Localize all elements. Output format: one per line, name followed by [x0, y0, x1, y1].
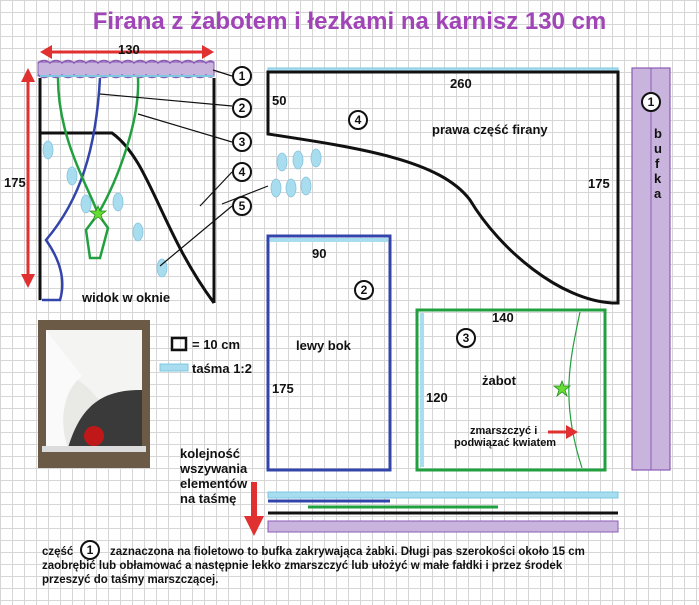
callout-2: 2 — [232, 98, 252, 118]
right-panel-left-height: 50 — [272, 93, 287, 108]
window-view-label: widok w oknie — [82, 290, 171, 305]
jabot-label: żabot — [482, 373, 516, 388]
right-panel-right-height: 175 — [588, 176, 610, 191]
order-line-1: kolejność — [180, 446, 240, 461]
curtain-outline — [40, 78, 214, 303]
width-label: 130 — [118, 42, 140, 57]
bufka-number: 1 — [641, 92, 661, 112]
order-line-3: elementów — [180, 476, 248, 491]
footer-line-3: przeszyć do taśmy marszczącej. — [42, 574, 219, 586]
bufka-letter-a: a — [654, 186, 662, 201]
side-panel-number: 2 — [354, 280, 374, 300]
callout-5: 5 — [232, 196, 252, 216]
bufka-letter-k: k — [654, 171, 662, 186]
right-panel-label: prawa część firany — [432, 122, 548, 137]
bufka-strip — [38, 62, 214, 76]
order-line-2: wszywania — [180, 461, 248, 476]
legend-square — [172, 338, 186, 350]
footer-circle: 1 — [80, 540, 100, 560]
right-panel-outline — [268, 72, 618, 303]
droplets-right — [271, 149, 321, 197]
side-panel-height: 175 — [272, 381, 294, 396]
side-panel-outline — [42, 78, 100, 300]
order-strip-purple — [268, 521, 618, 532]
bufka-letter-f: f — [655, 156, 660, 171]
curtain-photo — [38, 320, 150, 468]
flower-star-left — [90, 206, 106, 221]
legend-tape — [160, 364, 188, 371]
side-panel-rect — [268, 236, 390, 470]
callout-4: 4 — [232, 162, 252, 182]
jabot-instruction-1: zmarszczyć i — [470, 425, 538, 437]
jabot-width: 140 — [492, 310, 514, 325]
bufka-letter-b: b — [654, 126, 662, 141]
right-panel-width: 260 — [450, 76, 472, 91]
order-strip-tape — [268, 492, 618, 498]
flower-star-right — [554, 381, 570, 396]
legend-tape-label: taśma 1:2 — [192, 361, 252, 376]
callout-3: 3 — [232, 132, 252, 152]
right-panel-number: 4 — [348, 110, 368, 130]
jabot-instruction-2: podwiązać kwiatem — [454, 437, 557, 449]
jabot-height: 120 — [426, 390, 448, 405]
page-title: Firana z żabotem i łezkami na karnisz 130 cm — [92, 8, 607, 35]
bufka-letter-u: u — [654, 141, 662, 156]
droplets-left — [43, 141, 167, 277]
callout-1: 1 — [232, 66, 252, 86]
photo-drawing — [38, 320, 150, 468]
side-panel-label: lewy bok — [296, 338, 351, 353]
jabot-number: 3 — [456, 328, 476, 348]
order-line-4: na taśmę — [180, 491, 237, 506]
footer-line-2: zaobrębić lub obłamować a następnie lekko zmarszczyć lub ułożyć w małe fałdki i przez środek — [42, 560, 563, 572]
height-label: 175 — [4, 175, 26, 190]
side-panel-width: 90 — [312, 246, 327, 261]
footer-line-1: zaznaczona na fioletowo to bufka zakrywająca żabki. Długi pas szerokości około 15 cm — [110, 546, 585, 558]
legend-square-label: = 10 cm — [192, 337, 241, 352]
footer-prefix: część — [42, 546, 74, 558]
